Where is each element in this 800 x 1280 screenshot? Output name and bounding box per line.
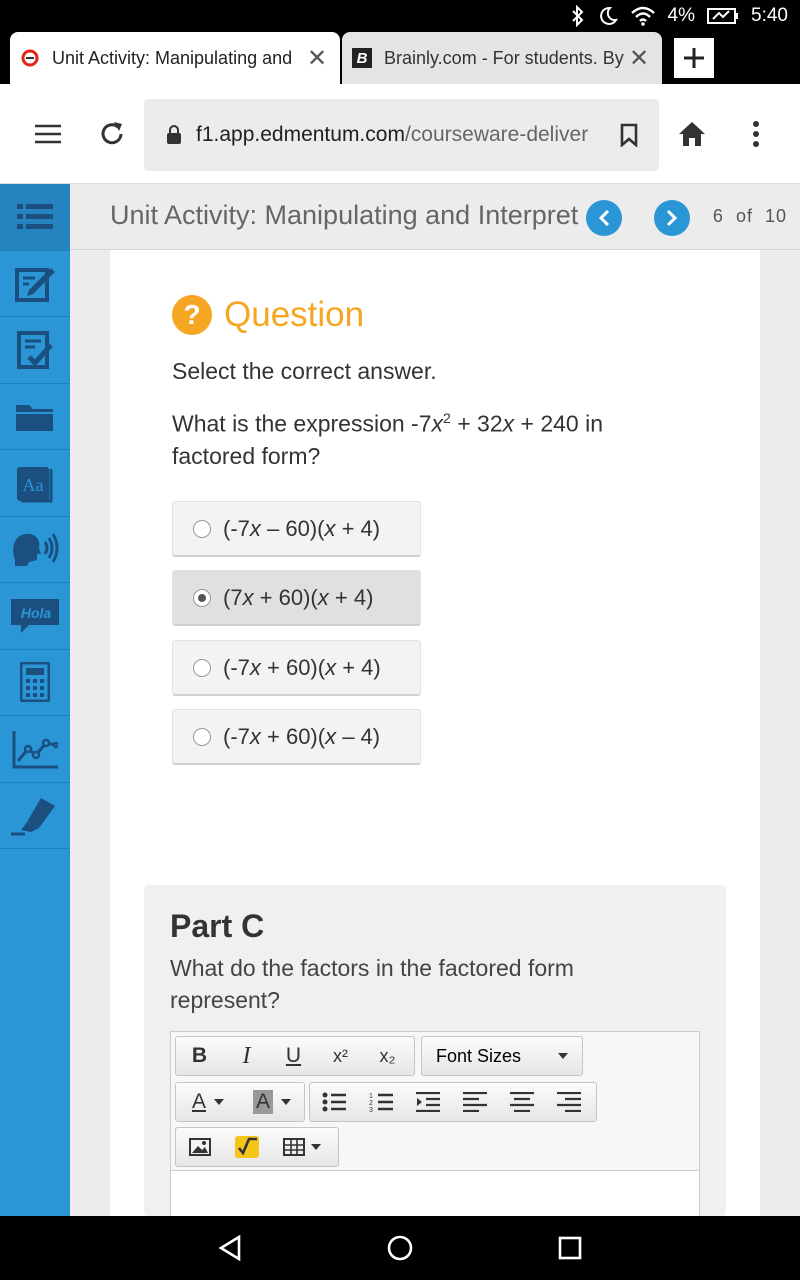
caret-down-icon <box>558 1053 568 1059</box>
indent-icon[interactable] <box>404 1083 451 1121</box>
question-instruction: Select the correct answer. <box>172 358 437 384</box>
caret-down-icon <box>281 1099 291 1105</box>
text-style-group <box>175 1036 415 1076</box>
edit-icon[interactable] <box>0 251 70 318</box>
part-c-title: Part C <box>170 908 265 944</box>
answer-option-1[interactable] <box>172 501 421 557</box>
question-heading <box>172 295 364 335</box>
plus-icon <box>682 46 706 70</box>
tab-title: Unit Activity: Manipulating and <box>52 47 293 68</box>
folder-icon[interactable] <box>0 384 70 451</box>
align-left-icon[interactable] <box>451 1083 498 1121</box>
translate-label: Hola <box>20 604 52 621</box>
highlight-color-button[interactable] <box>240 1083 304 1121</box>
page-total: 10 <box>764 206 787 226</box>
address-bar[interactable] <box>144 99 659 171</box>
math-equation-icon[interactable] <box>223 1128 270 1166</box>
tab-title: Brainly.com - For students. By <box>384 47 624 68</box>
menu-list-icon[interactable] <box>0 184 70 251</box>
answer-option-3[interactable] <box>172 640 421 696</box>
caret-down-icon <box>214 1099 224 1105</box>
question-text: What is the expression $-7x^2 + 32x + 240$ in factored form? <box>172 410 603 469</box>
highlighter-icon[interactable] <box>0 783 70 850</box>
calculator-icon[interactable] <box>0 650 70 717</box>
radio-button-selected[interactable] <box>193 589 211 607</box>
url-host: f1.app.edmentum.com <box>196 123 405 146</box>
url-text <box>196 123 599 147</box>
status-bar <box>0 0 800 32</box>
url-path: /courseware-deliver <box>404 123 589 146</box>
font-sizes-label: Font Sizes <box>436 1045 522 1066</box>
tab-edmentum[interactable] <box>10 32 340 84</box>
answer-option-2[interactable] <box>172 570 421 626</box>
font-color-label: A <box>191 1090 206 1113</box>
bluetooth-icon <box>570 5 586 27</box>
previous-button[interactable] <box>586 200 622 236</box>
page-counter <box>710 206 790 227</box>
align-right-icon[interactable] <box>545 1083 592 1121</box>
answer-option-4[interactable] <box>172 709 421 765</box>
font-sizes-dropdown[interactable] <box>421 1036 583 1076</box>
home-icon[interactable] <box>672 114 712 154</box>
next-button[interactable] <box>654 200 690 236</box>
graph-icon[interactable] <box>0 716 70 783</box>
insert-group <box>175 1127 339 1167</box>
tab-brainly[interactable] <box>342 32 662 84</box>
bullet-list-icon[interactable] <box>310 1083 357 1121</box>
home-circle-icon[interactable] <box>384 1232 416 1264</box>
question-mark-icon: ? <box>172 295 212 335</box>
browser-tab-strip <box>0 32 800 84</box>
speaker-icon[interactable] <box>0 517 70 584</box>
rich-text-editor <box>170 1031 700 1216</box>
recent-apps-square-icon[interactable] <box>554 1232 586 1264</box>
wifi-icon <box>630 6 656 26</box>
hamburger-menu-icon[interactable] <box>28 114 68 154</box>
caret-down-icon <box>311 1144 321 1150</box>
subscript-button[interactable]: x₂ <box>379 1045 396 1066</box>
font-color-button[interactable] <box>176 1083 240 1121</box>
activity-title: Unit Activity: Manipulating and Interpret <box>110 200 579 230</box>
tools-sidebar <box>0 184 70 1216</box>
bold-button[interactable]: B <box>191 1044 208 1067</box>
align-center-icon[interactable] <box>498 1083 545 1121</box>
radio-button[interactable] <box>193 659 211 677</box>
part-c-question: What do the factors in the factored form represent? <box>170 955 574 1013</box>
highlight-label: A <box>253 1090 273 1114</box>
brainly-favicon-icon: B <box>352 48 372 68</box>
close-tab-icon[interactable]: ✕ <box>628 44 650 72</box>
answer-text-area[interactable] <box>171 1170 699 1217</box>
svg-text:3: 3 <box>368 1107 373 1113</box>
dictionary-label: Aa <box>22 474 44 495</box>
insert-table-button[interactable] <box>270 1128 334 1166</box>
radio-button[interactable] <box>193 520 211 538</box>
chevron-right-icon <box>665 209 679 227</box>
insert-image-icon[interactable] <box>176 1128 223 1166</box>
browser-toolbar <box>0 84 800 184</box>
underline-button[interactable]: U <box>285 1044 302 1067</box>
page-of: of <box>735 206 753 226</box>
battery-icon <box>707 7 739 25</box>
translate-icon[interactable] <box>0 583 70 650</box>
clock-time: 5:40 <box>751 5 788 26</box>
paragraph-group <box>309 1082 597 1122</box>
option-label: (-7x – 60)(x + 4) <box>223 515 381 541</box>
svg-text:2: 2 <box>368 1100 373 1107</box>
option-label: (-7x + 60)(x – 4) <box>223 723 381 749</box>
reload-icon[interactable] <box>92 114 132 154</box>
checklist-icon[interactable] <box>0 317 70 384</box>
superscript-button[interactable]: x² <box>333 1045 348 1066</box>
lock-icon <box>166 125 182 145</box>
numbered-list-icon[interactable] <box>357 1083 404 1121</box>
activity-header <box>70 184 800 250</box>
close-tab-icon[interactable]: ✕ <box>306 44 328 72</box>
color-group <box>175 1082 305 1122</box>
table-icon <box>283 1138 305 1156</box>
more-options-icon[interactable] <box>736 114 776 154</box>
bookmark-icon[interactable] <box>599 123 659 147</box>
edmentum-favicon-icon <box>20 48 40 68</box>
svg-text:1: 1 <box>368 1093 373 1100</box>
option-label: (-7x + 60)(x + 4) <box>223 654 381 680</box>
page-current: 6 <box>712 206 724 226</box>
new-tab-button[interactable] <box>674 38 714 78</box>
italic-button[interactable]: I <box>242 1042 251 1069</box>
radio-button[interactable] <box>193 728 211 746</box>
system-navigation-bar <box>0 1216 800 1280</box>
question-label: Question <box>224 295 365 334</box>
do-not-disturb-moon-icon <box>598 6 618 26</box>
back-triangle-icon[interactable] <box>214 1232 246 1264</box>
battery-percent: 4% <box>667 5 696 26</box>
chevron-left-icon <box>597 209 611 227</box>
option-label: (7x + 60)(x + 4) <box>223 584 374 610</box>
dictionary-icon[interactable] <box>0 450 70 517</box>
